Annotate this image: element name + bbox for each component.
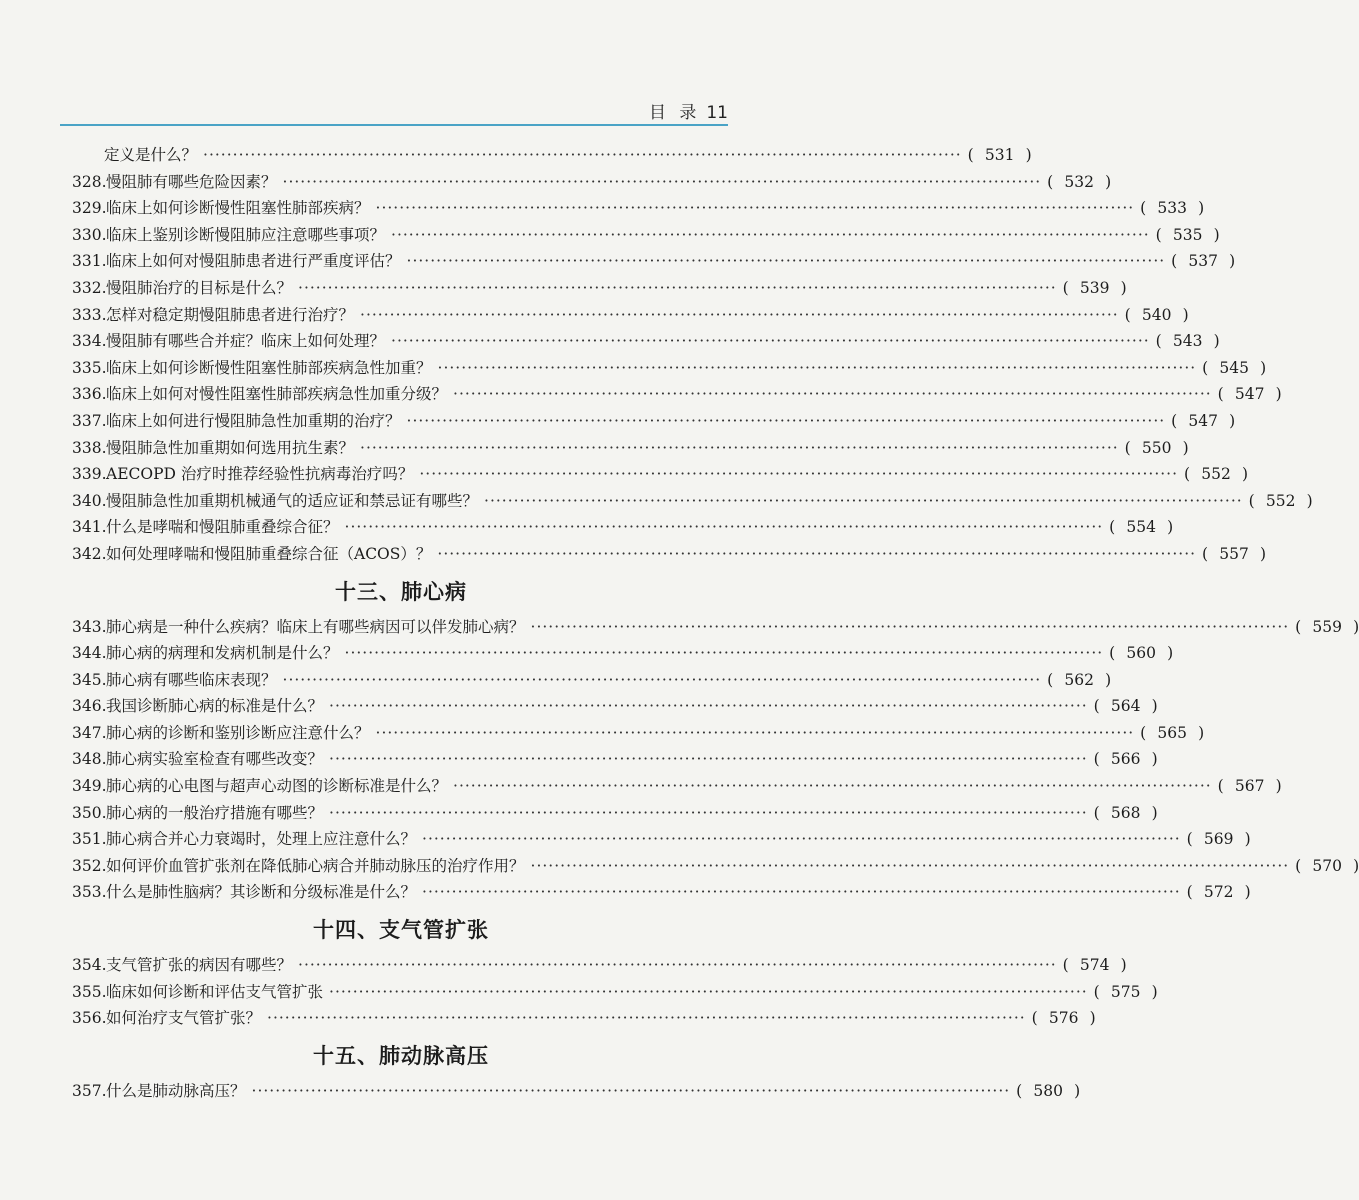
entry-number: 328. bbox=[72, 172, 107, 191]
entry-number: 330. bbox=[72, 225, 107, 244]
entry-page: ( 545 ) bbox=[1202, 358, 1267, 377]
entry-page: ( 560 ) bbox=[1109, 644, 1174, 663]
entry-page-number: 537 bbox=[1188, 252, 1218, 271]
entry-number: 356. bbox=[72, 1009, 107, 1028]
dot-leader bbox=[531, 618, 1290, 636]
entry-title: 临床如何诊断和评估支气管扩张 bbox=[106, 982, 324, 1001]
entry-number: 349. bbox=[72, 777, 107, 796]
entry-number: 341. bbox=[72, 518, 107, 537]
entry-title: 肺心病的诊断和鉴别诊断应注意什么？ bbox=[106, 723, 370, 742]
dot-leader bbox=[329, 697, 1088, 715]
entry-page-number: 535 bbox=[1172, 225, 1203, 244]
entry-page-number: 567 bbox=[1234, 777, 1265, 796]
dot-leader bbox=[407, 412, 1166, 430]
dot-leader bbox=[376, 199, 1135, 217]
entry-page-number: 545 bbox=[1219, 358, 1249, 377]
entry-title: 临床上如何对慢性阻塞性肺部疾病急性加重分级？ bbox=[106, 385, 448, 404]
entry-title: 临床上如何进行慢阻肺急性加重期的治疗？ bbox=[106, 411, 401, 430]
entry-page-number: 559 bbox=[1312, 617, 1342, 636]
entry-title: 慢阻肺急性加重期如何选用抗生素？ bbox=[106, 438, 355, 457]
toc-entry[interactable] bbox=[72, 356, 1267, 383]
entry-title: 肺心病的病理和发病机制是什么？ bbox=[106, 644, 339, 663]
entry-title: 支气管扩张的病因有哪些？ bbox=[106, 956, 293, 975]
entry-page-number: 539 bbox=[1079, 278, 1110, 297]
entry-title: 肺心病的心电图与超声心动图的诊断标准是什么？ bbox=[106, 777, 448, 796]
entry-title: 慢阻肺有哪些危险因素？ bbox=[106, 172, 277, 191]
entry-number: 331. bbox=[72, 252, 107, 271]
entry-page: ( 569 ) bbox=[1186, 830, 1251, 849]
entry-title: AECOPD 治疗时推荐经验性抗病毒治疗吗？ bbox=[106, 465, 414, 484]
entry-page: ( 535 ) bbox=[1155, 225, 1220, 244]
entry-title: 慢阻肺有哪些合并症？临床上如何处理？ bbox=[106, 332, 386, 351]
entry-page-number: 565 bbox=[1157, 723, 1187, 742]
dot-leader bbox=[345, 644, 1104, 662]
entry-number: 329. bbox=[72, 199, 107, 218]
entry-title: 临床上如何诊断慢性阻塞性肺部疾病急性加重？ bbox=[106, 358, 432, 377]
toc-entry[interactable] bbox=[72, 382, 1282, 409]
entry-page-number: 531 bbox=[984, 146, 1015, 164]
entry-number: 357. bbox=[72, 1081, 107, 1100]
entry-title: 肺心病合并心力衰竭时，处理上应注意什么？ bbox=[106, 830, 417, 849]
header-title: 目 录 11 bbox=[648, 103, 728, 123]
entry-page: ( 531 ) bbox=[967, 146, 1032, 164]
toc-entry[interactable] bbox=[72, 854, 1359, 881]
entry-page: ( 547 ) bbox=[1171, 411, 1236, 430]
entry-number: 336. bbox=[72, 385, 107, 404]
entry-page-number: 562 bbox=[1064, 670, 1094, 689]
entry-title: 临床上如何诊断慢性阻塞性肺部疾病？ bbox=[106, 199, 370, 218]
entry-number: 332. bbox=[72, 278, 107, 297]
entry-page: ( 570 ) bbox=[1295, 856, 1359, 875]
entry-page: ( 574 ) bbox=[1062, 956, 1127, 975]
dot-leader bbox=[360, 439, 1119, 457]
toc-entry[interactable] bbox=[72, 694, 1158, 721]
entry-page-number: 547 bbox=[1234, 385, 1265, 404]
entry-page-number: 552 bbox=[1265, 491, 1296, 510]
toc-entry[interactable] bbox=[72, 276, 1127, 303]
entry-title: 如何治疗支气管扩张？ bbox=[106, 1009, 262, 1028]
entry-number: 339. bbox=[72, 465, 107, 484]
entry-number: 345. bbox=[72, 670, 107, 689]
entry-page-number: 569 bbox=[1203, 830, 1234, 849]
entry-title: 什么是哮喘和慢阻肺重叠综合征？ bbox=[106, 518, 339, 537]
entry-page-number: 574 bbox=[1079, 956, 1110, 975]
toc-entry[interactable] bbox=[72, 1079, 1081, 1106]
entry-page: ( 554 ) bbox=[1109, 518, 1174, 537]
entry-page: ( 564 ) bbox=[1093, 697, 1158, 716]
entry-page: ( 552 ) bbox=[1248, 491, 1313, 510]
toc-entry[interactable] bbox=[72, 641, 1174, 668]
section-heading: 十三、肺心病 bbox=[335, 579, 467, 604]
toc-entry[interactable] bbox=[72, 329, 1220, 356]
entry-page: ( 533 ) bbox=[1140, 199, 1205, 218]
entry-page: ( 547 ) bbox=[1217, 385, 1282, 404]
dot-leader bbox=[422, 883, 1181, 901]
entry-page: ( 543 ) bbox=[1155, 332, 1220, 351]
entry-number: 351. bbox=[72, 830, 107, 849]
entry-page: ( 567 ) bbox=[1217, 777, 1282, 796]
entry-title: 什么是肺性脑病？其诊断和分级标准是什么？ bbox=[106, 883, 417, 902]
toc-entry[interactable] bbox=[72, 747, 1158, 774]
entry-page: ( 557 ) bbox=[1202, 544, 1267, 563]
entry-title: 什么是肺动脉高压？ bbox=[106, 1081, 246, 1100]
table-of-contents bbox=[72, 143, 1359, 1105]
toc-entry[interactable] bbox=[72, 721, 1205, 748]
dot-leader bbox=[391, 332, 1150, 350]
entry-title: 肺心病实验室检查有哪些改变？ bbox=[106, 750, 324, 769]
toc-entry[interactable] bbox=[72, 223, 1220, 250]
entry-number: 335. bbox=[72, 358, 107, 377]
page-number: 11 bbox=[706, 103, 728, 123]
dot-leader bbox=[283, 671, 1042, 689]
entry-number: 334. bbox=[72, 332, 107, 351]
entry-page-number: 570 bbox=[1312, 856, 1342, 875]
entry-page: ( 550 ) bbox=[1124, 438, 1189, 457]
entry-page-number: 547 bbox=[1188, 411, 1218, 430]
dot-leader bbox=[419, 465, 1178, 483]
dot-leader bbox=[376, 724, 1135, 742]
entry-page: ( 565 ) bbox=[1140, 723, 1205, 742]
toc-entry[interactable] bbox=[72, 801, 1158, 828]
dot-leader bbox=[267, 1009, 1026, 1027]
entry-number: 354. bbox=[72, 956, 107, 975]
entry-page: ( 539 ) bbox=[1062, 278, 1127, 297]
dot-leader bbox=[298, 956, 1057, 974]
toc-entry[interactable] bbox=[72, 249, 1236, 276]
dot-leader bbox=[391, 226, 1150, 244]
entry-number: 355. bbox=[72, 982, 107, 1001]
entry-number: 343. bbox=[72, 617, 107, 636]
entry-page: ( 575 ) bbox=[1093, 982, 1158, 1001]
entry-number: 350. bbox=[72, 803, 107, 822]
entry-page: ( 568 ) bbox=[1093, 803, 1158, 822]
entry-page: ( 532 ) bbox=[1047, 172, 1112, 191]
toc-entry[interactable] bbox=[72, 953, 1127, 980]
entry-page: ( 572 ) bbox=[1186, 883, 1251, 902]
entry-title: 临床上如何对慢阻肺患者进行严重度评估？ bbox=[106, 252, 401, 271]
dot-leader bbox=[422, 830, 1181, 848]
toc-entry[interactable] bbox=[72, 980, 1158, 1007]
dot-leader bbox=[407, 252, 1166, 270]
entry-page: ( 537 ) bbox=[1171, 252, 1236, 271]
entry-title: 如何处理哮喘和慢阻肺重叠综合征（ACOS）？ bbox=[106, 544, 432, 563]
toc-entry[interactable] bbox=[72, 615, 1359, 642]
toc-entry[interactable] bbox=[72, 668, 1112, 695]
toc-entry[interactable] bbox=[72, 462, 1249, 489]
entry-title: 肺心病有哪些临床表现？ bbox=[106, 670, 277, 689]
entry-title: 慢阻肺治疗的目标是什么？ bbox=[106, 278, 293, 297]
toc-entry[interactable] bbox=[72, 880, 1251, 907]
entry-page-number: 568 bbox=[1110, 803, 1141, 822]
entry-title: 我国诊断肺心病的标准是什么？ bbox=[106, 697, 324, 716]
entry-page-number: 564 bbox=[1110, 697, 1141, 716]
entry-page-number: 560 bbox=[1126, 644, 1156, 663]
entry-page-number: 580 bbox=[1033, 1081, 1063, 1100]
toc-entry[interactable] bbox=[72, 303, 1189, 330]
toc-entry[interactable] bbox=[72, 1006, 1096, 1033]
entry-page-number: 554 bbox=[1126, 518, 1156, 537]
entry-page: ( 566 ) bbox=[1093, 750, 1158, 769]
dot-leader bbox=[329, 983, 1088, 1001]
entry-title: 肺心病的一般治疗措施有哪些？ bbox=[106, 803, 324, 822]
dot-leader bbox=[252, 1082, 1011, 1100]
entry-number: 340. bbox=[72, 491, 107, 510]
entry-title: 如何评价血管扩张剂在降低肺心病合并肺动脉压的治疗作用？ bbox=[106, 856, 525, 875]
entry-number: 344. bbox=[72, 644, 107, 663]
entry-number: 346. bbox=[72, 697, 107, 716]
dot-leader bbox=[329, 804, 1088, 822]
toc-entry[interactable] bbox=[72, 409, 1236, 436]
entry-page-number: 533 bbox=[1157, 199, 1187, 218]
section-heading: 十五、肺动脉高压 bbox=[313, 1043, 489, 1068]
entry-page-number: 532 bbox=[1064, 172, 1094, 191]
dot-leader bbox=[438, 359, 1197, 377]
entry-page-number: 575 bbox=[1110, 982, 1141, 1001]
dot-leader bbox=[329, 750, 1088, 768]
entry-page: ( 540 ) bbox=[1124, 305, 1189, 324]
dot-leader bbox=[345, 518, 1104, 536]
toc-entry[interactable] bbox=[72, 774, 1282, 801]
toc-entry[interactable] bbox=[72, 489, 1313, 516]
entry-page-number: 557 bbox=[1219, 544, 1249, 563]
dot-leader bbox=[437, 545, 1196, 563]
entry-page-number: 576 bbox=[1048, 1009, 1079, 1028]
entry-number: 353. bbox=[72, 883, 107, 902]
dot-leader bbox=[484, 492, 1243, 510]
entry-page-number: 543 bbox=[1172, 332, 1203, 351]
toc-entry[interactable] bbox=[72, 196, 1205, 223]
entry-title: 临床上鉴别诊断慢阻肺应注意哪些事项？ bbox=[106, 225, 386, 244]
dot-leader bbox=[453, 777, 1212, 795]
toc-entry[interactable] bbox=[72, 436, 1189, 463]
dot-leader bbox=[453, 385, 1212, 403]
entry-page: ( 559 ) bbox=[1295, 617, 1359, 636]
toc-entry[interactable] bbox=[72, 542, 1267, 569]
entry-number: 338. bbox=[72, 438, 107, 457]
entry-number: 342. bbox=[72, 544, 107, 563]
entry-page-number: 550 bbox=[1141, 438, 1172, 457]
toc-entry[interactable] bbox=[72, 143, 1032, 170]
entry-number: 337. bbox=[72, 411, 107, 430]
section-heading: 十四、支气管扩张 bbox=[313, 918, 489, 943]
dot-leader bbox=[283, 173, 1042, 191]
dot-leader bbox=[360, 306, 1119, 324]
entry-number: 348. bbox=[72, 750, 107, 769]
entry-page-number: 552 bbox=[1201, 465, 1231, 484]
entry-number: 347. bbox=[72, 723, 107, 742]
toc-entry[interactable] bbox=[72, 170, 1112, 197]
toc-entry[interactable] bbox=[72, 827, 1251, 854]
entry-number: 333. bbox=[72, 305, 107, 324]
entry-page: ( 562 ) bbox=[1047, 670, 1112, 689]
entry-title: 定义是什么？ bbox=[104, 146, 198, 164]
entry-number: 352. bbox=[72, 856, 107, 875]
entry-title: 慢阻肺急性加重期机械通气的适应证和禁忌证有哪些？ bbox=[106, 491, 479, 510]
entry-page-number: 566 bbox=[1110, 750, 1141, 769]
toc-entry[interactable] bbox=[72, 515, 1174, 542]
entry-title: 肺心病是一种什么疾病？临床上有哪些病因可以伴发肺心病？ bbox=[106, 617, 525, 636]
dot-leader bbox=[298, 279, 1057, 297]
entry-page-number: 572 bbox=[1203, 883, 1234, 902]
page-header bbox=[60, 96, 728, 126]
entry-page: ( 580 ) bbox=[1016, 1081, 1081, 1100]
entry-page: ( 576 ) bbox=[1031, 1009, 1096, 1028]
entry-page-number: 540 bbox=[1141, 305, 1172, 324]
entry-page: ( 552 ) bbox=[1184, 465, 1249, 484]
dot-leader bbox=[531, 857, 1290, 875]
entry-title: 怎样对稳定期慢阻肺患者进行治疗？ bbox=[106, 305, 355, 324]
dot-leader bbox=[203, 146, 962, 164]
